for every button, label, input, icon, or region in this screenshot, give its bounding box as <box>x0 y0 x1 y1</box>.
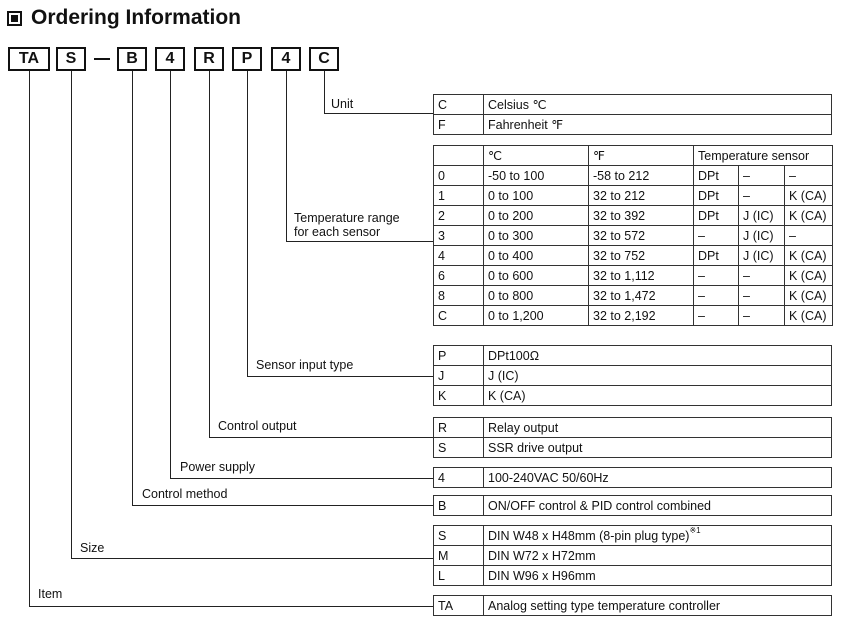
connector-control-output <box>209 71 210 438</box>
table-cell: -50 to 100 <box>484 166 589 186</box>
table-row <box>434 186 833 206</box>
table-row <box>434 596 832 616</box>
desc-cell: SSR drive output <box>484 438 832 458</box>
table-cell: – <box>694 306 739 326</box>
table-row <box>434 346 832 366</box>
code-cell: S <box>434 526 484 546</box>
temperature-range-table <box>433 145 833 326</box>
desc-cell: DIN W96 x H96mm <box>484 566 832 586</box>
table-cell: – <box>739 266 785 286</box>
code-cell: S <box>434 438 484 458</box>
table-cell: K (CA) <box>785 306 833 326</box>
table-cell: 0 to 800 <box>484 286 589 306</box>
unit-table <box>433 94 832 135</box>
size-s-text: DIN W48 x H48mm (8-pin plug type) <box>488 528 690 543</box>
connector-temp-range-h <box>286 241 434 242</box>
desc-cell: Celsius ℃ <box>484 95 832 115</box>
table-cell: 0 to 400 <box>484 246 589 266</box>
table-cell: 32 to 572 <box>589 226 694 246</box>
label-temp-range-1: Temperature range <box>294 211 400 225</box>
table-cell: 4 <box>434 246 484 266</box>
table-cell: 32 to 1,472 <box>589 286 694 306</box>
table-cell: – <box>785 166 833 186</box>
table-cell: DPt <box>694 186 739 206</box>
table-cell: 2 <box>434 206 484 226</box>
table-row <box>434 266 833 286</box>
table-cell: 0 to 1,200 <box>484 306 589 326</box>
code-cell: C <box>434 95 484 115</box>
code-cell: 4 <box>434 468 484 488</box>
table-cell: 32 to 212 <box>589 186 694 206</box>
connector-item-h <box>29 606 434 607</box>
code-box-sensor-input: P <box>232 47 262 71</box>
desc-cell: Relay output <box>484 418 832 438</box>
table-row <box>434 496 832 516</box>
table-cell: C <box>434 306 484 326</box>
table-row <box>434 418 832 438</box>
code-cell: R <box>434 418 484 438</box>
table-row <box>434 166 833 186</box>
table-row <box>434 115 832 135</box>
table-row <box>434 95 832 115</box>
desc-cell: DIN W72 x H72mm <box>484 546 832 566</box>
code-box-control-method: B <box>117 47 147 71</box>
table-row <box>434 438 832 458</box>
code-box-unit: C <box>309 47 339 71</box>
square-bullet-icon <box>7 11 22 26</box>
code-box-size: S <box>56 47 86 71</box>
connector-power-supply-h <box>170 478 434 479</box>
table-row <box>434 566 832 586</box>
label-temp-range-2: for each sensor <box>294 225 381 239</box>
desc-cell: K (CA) <box>484 386 832 406</box>
table-cell: 8 <box>434 286 484 306</box>
table-cell: J (IC) <box>739 226 785 246</box>
heading-title: Ordering Information <box>31 6 241 29</box>
code-cell: K <box>434 386 484 406</box>
desc-cell <box>484 526 832 546</box>
label-control-output: Control output <box>218 419 297 433</box>
connector-sensor-input <box>247 71 248 377</box>
desc-cell: Fahrenheit ℉ <box>484 115 832 135</box>
code-box-temp-range: 4 <box>271 47 301 71</box>
table-cell: – <box>785 226 833 246</box>
table-cell: – <box>739 286 785 306</box>
code-cell: F <box>434 115 484 135</box>
code-cell: B <box>434 496 484 516</box>
connector-control-method <box>132 71 133 506</box>
desc-cell: Analog setting type temperature controller <box>484 596 832 616</box>
code-box-item: TA <box>8 47 50 71</box>
table-cell: 0 <box>434 166 484 186</box>
connector-unit-h <box>324 113 434 114</box>
header-fahrenheit: ℉ <box>589 146 694 166</box>
table-cell: DPt <box>694 166 739 186</box>
table-row <box>434 286 833 306</box>
table-cell: DPt <box>694 246 739 266</box>
table-cell: 0 to 200 <box>484 206 589 226</box>
table-row <box>434 386 832 406</box>
table-cell: 32 to 2,192 <box>589 306 694 326</box>
table-cell: K (CA) <box>785 206 833 226</box>
desc-cell: ON/OFF control & PID control combined <box>484 496 832 516</box>
connector-unit <box>324 71 325 114</box>
connector-temp-range <box>286 71 287 242</box>
power-supply-table <box>433 467 832 488</box>
connector-control-method-h <box>132 505 434 506</box>
desc-cell: J (IC) <box>484 366 832 386</box>
table-cell: – <box>739 306 785 326</box>
table-row <box>434 206 833 226</box>
table-cell: – <box>739 186 785 206</box>
footnote-mark: ※1 <box>689 525 701 535</box>
table-cell: J (IC) <box>739 246 785 266</box>
table-cell: 6 <box>434 266 484 286</box>
item-table <box>433 595 832 616</box>
table-cell: 0 to 600 <box>484 266 589 286</box>
table-cell: 0 to 100 <box>484 186 589 206</box>
table-row <box>434 226 833 246</box>
table-row <box>434 546 832 566</box>
desc-cell: DPt100Ω <box>484 346 832 366</box>
connector-power-supply <box>170 71 171 479</box>
code-cell: TA <box>434 596 484 616</box>
table-row <box>434 306 833 326</box>
table-row <box>434 366 832 386</box>
header-celsius: ℃ <box>484 146 589 166</box>
table-cell: 3 <box>434 226 484 246</box>
table-cell: DPt <box>694 206 739 226</box>
label-size: Size <box>80 541 105 555</box>
control-output-table <box>433 417 832 458</box>
table-cell: -58 to 212 <box>589 166 694 186</box>
label-unit: Unit <box>331 97 354 111</box>
desc-cell: 100-240VAC 50/60Hz <box>484 468 832 488</box>
code-box-control-output: R <box>194 47 224 71</box>
size-table <box>433 525 832 586</box>
control-method-table <box>433 495 832 516</box>
sensor-input-table <box>433 345 832 406</box>
table-cell: 32 to 392 <box>589 206 694 226</box>
connector-size <box>71 71 72 559</box>
code-separator <box>94 58 110 60</box>
table-cell: 32 to 752 <box>589 246 694 266</box>
table-row <box>434 468 832 488</box>
code-cell: P <box>434 346 484 366</box>
table-cell: K (CA) <box>785 266 833 286</box>
table-cell: K (CA) <box>785 286 833 306</box>
code-cell: M <box>434 546 484 566</box>
table-row <box>434 246 833 266</box>
table-row <box>434 526 832 546</box>
table-cell: K (CA) <box>785 186 833 206</box>
table-cell: 1 <box>434 186 484 206</box>
table-cell: – <box>694 266 739 286</box>
table-header-row <box>434 146 833 166</box>
table-cell: – <box>694 226 739 246</box>
connector-size-h <box>71 558 434 559</box>
header-temperature-sensor: Temperature sensor <box>694 146 833 166</box>
table-cell: – <box>694 286 739 306</box>
label-item: Item <box>38 587 63 601</box>
table-cell: K (CA) <box>785 246 833 266</box>
connector-item <box>29 71 30 607</box>
label-power-supply: Power supply <box>180 460 256 474</box>
table-cell: – <box>739 166 785 186</box>
header-code-cell <box>434 146 484 166</box>
table-cell: J (IC) <box>739 206 785 226</box>
label-sensor-input: Sensor input type <box>256 358 354 372</box>
table-cell: 0 to 300 <box>484 226 589 246</box>
code-box-power-supply: 4 <box>155 47 185 71</box>
connector-sensor-input-h <box>247 376 434 377</box>
code-cell: J <box>434 366 484 386</box>
code-cell: L <box>434 566 484 586</box>
connector-control-output-h <box>209 437 434 438</box>
section-heading <box>7 4 241 32</box>
label-control-method: Control method <box>142 487 228 501</box>
table-cell: 32 to 1,112 <box>589 266 694 286</box>
